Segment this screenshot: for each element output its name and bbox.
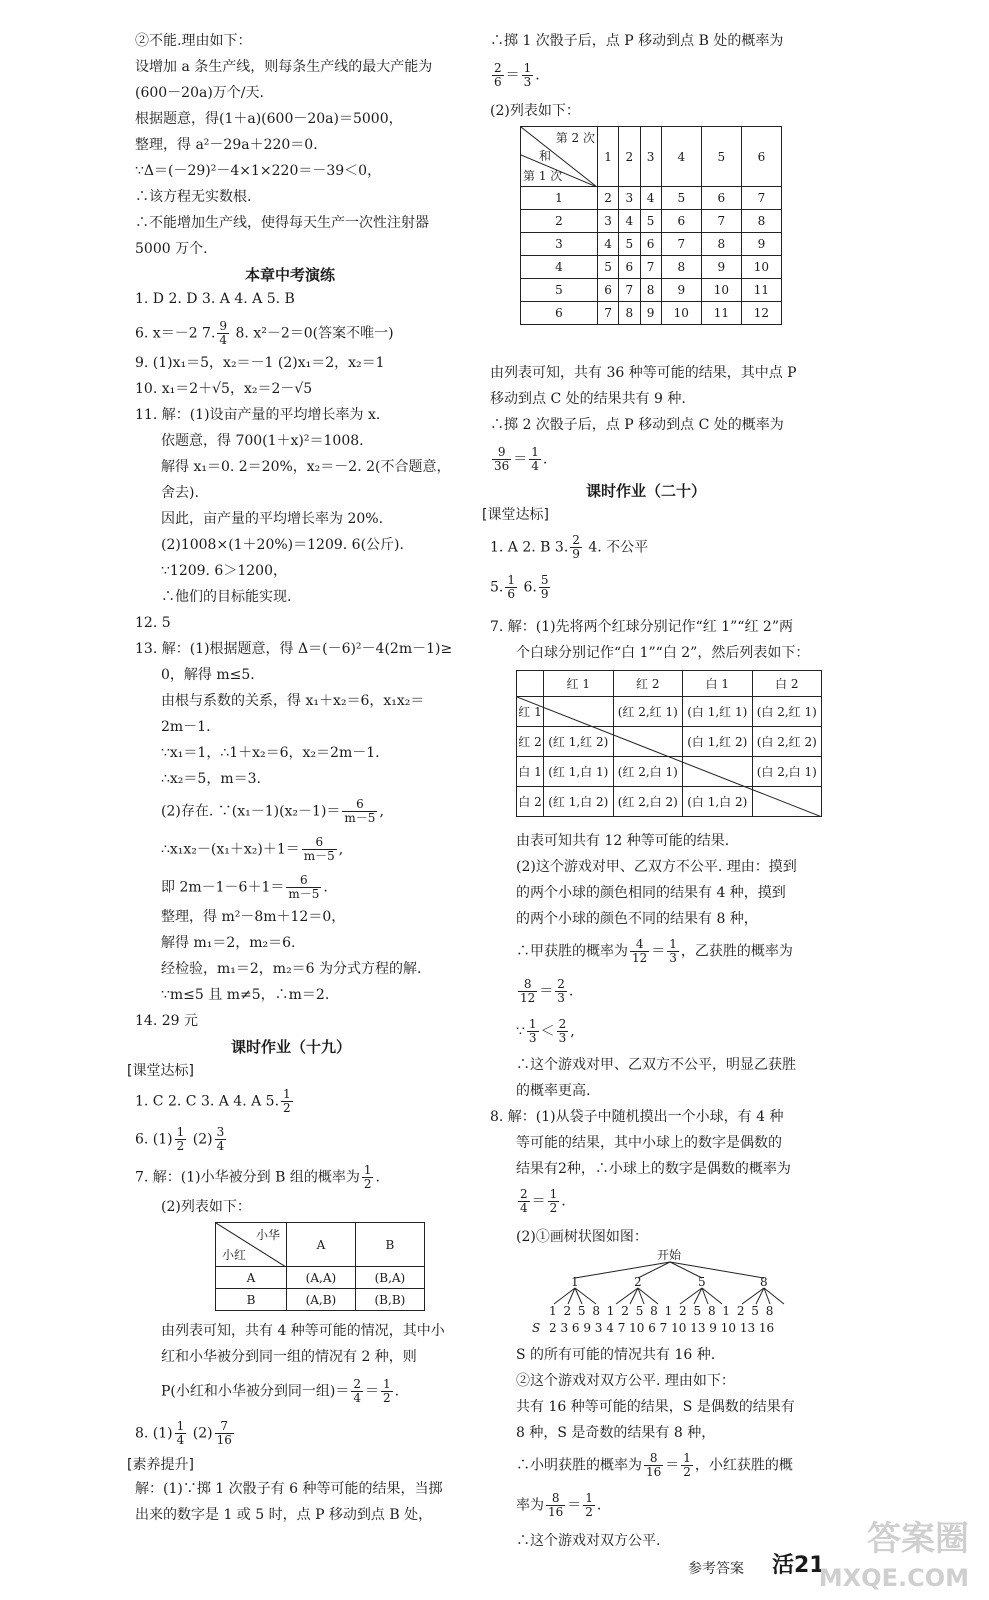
table-cell: 10	[741, 256, 781, 279]
table-cell: (白 2,红 1)	[752, 697, 822, 727]
text-line: ②不能.理由如下：	[135, 33, 252, 49]
fraction: $\frac{1}{2}$	[585, 1491, 593, 1519]
table-cell: 10	[661, 302, 701, 325]
fraction: $\frac{7}{16}$	[216, 1419, 232, 1447]
answer-line: 依题意，得 700(1＋x)²＝1008.	[161, 433, 364, 449]
answer-line: 的两个小球的颜色相同的结果有 4 种，摸到	[516, 885, 786, 901]
answer-line: ∵x₁＝1，∴1＋x₂＝6，x₂＝2m－1.	[161, 745, 380, 761]
answer-line: 7. 解：(1)小华被分到 B 组的概率为 $\frac{1}{2}$ .	[135, 1163, 380, 1191]
answer-line: 解：(1)∵掷 1 次骰子有 6 种等可能的结果，当掷	[135, 1481, 443, 1497]
text-line: $\frac{9}{36}$ ＝ $\frac{1}{4}$ .	[494, 445, 548, 473]
table-cell: 9	[661, 279, 701, 302]
answer-line: 由表可知共有 12 种等可能的结果.	[516, 833, 730, 849]
row-header: 4	[521, 256, 598, 279]
answer-line: 1. A 2. B 3. $\frac{2}{9}$ 4. 不公平	[490, 533, 649, 561]
table-cell: 4	[640, 187, 661, 210]
watermark-logo: 答案圈	[867, 1519, 969, 1559]
answer-line: 5. $\frac{1}{6}$ 6. $\frac{5}{9}$	[490, 573, 549, 601]
answer-line: (2)这个游戏对甲、乙双方不公平. 理由：摸到	[516, 859, 797, 875]
column-header: 2	[619, 127, 640, 187]
answer-line: 结果有2种，∴小球上的数字是偶数的概率为	[516, 1161, 791, 1177]
table-cell: 9	[701, 256, 741, 279]
column-header: 红 2	[613, 671, 683, 697]
fraction: $\frac{9}{36}$	[494, 445, 510, 473]
table-cell: (白 1,白 2)	[683, 787, 753, 817]
table-cell: 8	[661, 256, 701, 279]
answer-line: ∵ $\frac{1}{3}$ ＜ $\frac{2}{3}$ ,	[516, 1017, 575, 1045]
fraction: $\frac{6}{m-5}$	[303, 835, 335, 863]
answer-line: 13. 解：(1)根据题意，得 Δ＝(－6)²－4(2m－1)≥	[135, 641, 453, 657]
answer-line: 1. D 2. D 3. A 4. A 5. B	[135, 291, 295, 307]
text-line: 根据题意，得(1＋a)(600－20a)＝5000，	[135, 111, 403, 127]
table-cell: (白 2,白 1)	[752, 757, 822, 787]
tree-node: 1	[571, 1275, 579, 1289]
answer-line: ∴甲获胜的概率为 $\frac{4}{12}$ ＝ $\frac{1}{3}$ ，乙获胜的概率为	[516, 937, 793, 965]
fraction: $\frac{2}{4}$	[520, 1187, 528, 1215]
text-line: 移动到点 C 处的结果共有 9 种.	[490, 391, 686, 407]
tree-s-label: S	[532, 1321, 541, 1335]
table-cell: 8	[619, 302, 640, 325]
tree-diagram	[530, 1248, 820, 1340]
table-cell: 11	[741, 279, 781, 302]
column-header: 3	[640, 127, 661, 187]
table-cell: 7	[640, 256, 661, 279]
table-cell: 5	[640, 210, 661, 233]
row-header: 白 1	[517, 757, 544, 787]
table-cell: 8	[741, 210, 781, 233]
table-cell: 3	[619, 187, 640, 210]
table-cell: 7	[661, 233, 701, 256]
column-header: A	[287, 1223, 356, 1267]
fraction: $\frac{5}{9}$	[540, 573, 549, 601]
answer-line: ∴这个游戏对甲、乙双方不公平，明显乙获胜	[516, 1057, 796, 1073]
row-header: 6	[521, 302, 598, 325]
text-line: (600－20a)万个/天.	[135, 85, 264, 101]
text-line: ∴掷 1 次骰子后，点 P 移动到点 B 处的概率为	[490, 33, 784, 49]
section-title: 课时作业（二十）	[586, 482, 707, 500]
tree-root-label: 开始	[657, 1248, 682, 1262]
answer-line: ∴x₁x₂－(x₁＋x₂)＋1＝ $\frac{6}{m-5}$ ,	[161, 835, 344, 863]
answer-line: 率为 $\frac{8}{16}$ ＝ $\frac{1}{2}$ .	[516, 1491, 602, 1519]
answer-line: 8. (1) $\frac{1}{4}$ (2) $\frac{7}{16}$	[135, 1419, 232, 1447]
header-label: 小红	[222, 1248, 247, 1262]
tree-node: 5	[698, 1275, 706, 1289]
table-cell: 7	[598, 302, 619, 325]
section-title: 本章中考演练	[245, 266, 336, 284]
fraction: $\frac{1}{2}$	[363, 1163, 372, 1191]
table-diagonal-line	[517, 697, 822, 817]
table-cell: 3	[598, 210, 619, 233]
answer-line: (2)列表如下：	[161, 1199, 251, 1215]
table-cell: 12	[741, 302, 781, 325]
section-tag: [课堂达标]	[482, 507, 549, 523]
answer-line: (2)1008×(1＋20%)＝1209. 6(公斤).	[161, 537, 404, 553]
table-cell: 6	[619, 256, 640, 279]
row-header: 1	[521, 187, 598, 210]
diagonal-header-cell	[216, 1223, 287, 1267]
text-line: 设增加 a 条生产线，则每条生产线的最大产能为	[135, 59, 433, 75]
fraction: $\frac{4}{12}$	[632, 937, 648, 965]
fraction: $\frac{1}{4}$	[531, 445, 539, 473]
fraction: $\frac{8}{16}$	[646, 1451, 662, 1479]
header-label: 第 2 次	[555, 131, 595, 145]
section-tag: [素养提升]	[127, 1457, 194, 1473]
answer-line: 6. (1) $\frac{1}{2}$ (2) $\frac{3}{4}$	[135, 1125, 225, 1153]
answer-line: 9. (1)x₁＝5，x₂＝－1 (2)x₁＝2，x₂＝1	[135, 355, 385, 371]
answer-line: 2m－1.	[161, 719, 211, 735]
table-cell: (红 1,白 1)	[544, 757, 614, 787]
answer-line: 共有 16 种等可能的结果，S 是偶数的结果有	[516, 1399, 795, 1415]
fraction: $\frac{8}{12}$	[520, 977, 536, 1005]
answer-line: ∴x₂＝5，m＝3.	[161, 771, 261, 787]
table-cell: (A,A)	[287, 1267, 356, 1289]
answer-line: 11. 解：(1)设亩产量的平均增长率为 x.	[135, 407, 381, 423]
fraction: $\frac{3}{4}$	[216, 1125, 225, 1153]
row-header: B	[216, 1289, 287, 1311]
table-cell: 4	[619, 210, 640, 233]
section-title: 课时作业（十九）	[231, 1038, 352, 1056]
text-line: (2)列表如下：	[490, 103, 580, 119]
text-line: 整理，得 a²－29a＋220＝0.	[135, 137, 318, 153]
fraction: $\frac{6}{m-5}$	[344, 797, 376, 825]
answer-line: P(小红和小华被分到同一组)＝ $\frac{2}{4}$ ＝ $\frac{1}{2}$ .	[161, 1377, 400, 1405]
column-header: 白 2	[752, 671, 822, 697]
table-cell: (红 2,白 2)	[613, 787, 683, 817]
answer-line: 12. 5	[135, 615, 171, 631]
text-line: ∵Δ＝(－29)²－4×1×220＝－39＜0，	[135, 163, 382, 179]
fraction: $\frac{2}{4}$	[353, 1377, 361, 1405]
answer-line: S 的所有可能的情况共有 16 种.	[516, 1347, 716, 1363]
answer-line: 14. 29 元	[135, 1013, 198, 1029]
row-header: 2	[521, 210, 598, 233]
answer-line: 等可能的结果，其中小球上的数字是偶数的	[516, 1135, 782, 1151]
fraction: $\frac{1}{2}$	[176, 1125, 185, 1153]
column-header: 红 1	[544, 671, 614, 697]
answer-line: ∴小明获胜的概率为 $\frac{8}{16}$ ＝ $\frac{1}{2}$ ，小红获胜的概	[516, 1451, 793, 1479]
row-header: 白 2	[517, 787, 544, 817]
answer-line: 整理，得 m²－8m＋12＝0，	[161, 909, 346, 925]
answer-line: $\frac{8}{12}$ ＝ $\frac{2}{3}$ .	[520, 977, 574, 1005]
fraction: $\frac{1}{4}$	[176, 1419, 185, 1447]
tree-sum-row: 2 3 6 9 3 4 7 10 6 7 10 13 9 10 13 16	[549, 1321, 775, 1335]
answer-line: $\frac{2}{4}$ ＝ $\frac{1}{2}$ .	[520, 1187, 566, 1215]
table-cell: 10	[701, 279, 741, 302]
column-header: 6	[741, 127, 781, 187]
answer-line: 因此，亩产量的平均增长率为 20%.	[161, 511, 384, 527]
answer-line: 8. 解：(1)从袋子中随机摸出一个小球，有 4 种	[490, 1109, 784, 1125]
watermark-url: MXQE.COM	[818, 1564, 969, 1592]
fraction: $\frac{2}{6}$	[494, 61, 502, 89]
row-header: 红 1	[517, 697, 544, 727]
table-cell: 5	[619, 233, 640, 256]
table-cell: (红 2,红 1)	[613, 697, 683, 727]
text-line: 5000 万个.	[135, 241, 208, 257]
fraction: $\frac{9}{4}$	[219, 319, 228, 347]
answer-line: 解得 x₁＝0. 2＝20%，x₂＝－2. 2(不合题意，	[161, 459, 451, 475]
answer-line: ∵1209. 6＞1200，	[161, 563, 287, 579]
fraction: $\frac{2}{3}$	[558, 1017, 567, 1045]
table-cell: 7	[701, 210, 741, 233]
table-cell: 6	[640, 233, 661, 256]
table-cell: 9	[741, 233, 781, 256]
table-cell: (红 2,白 1)	[613, 757, 683, 787]
answer-line: 解得 m₁＝2，m₂＝6.	[161, 935, 296, 951]
table-cell: 9	[640, 302, 661, 325]
table-cell: (白 2,红 2)	[752, 727, 822, 757]
table-cell: 5	[661, 187, 701, 210]
text-line: ∴不能增加生产线，使得每天生产一次性注射器	[135, 215, 429, 231]
answer-line: 8 种，S 是奇数的结果有 8 种，	[516, 1425, 716, 1441]
table-cell: (红 1,白 2)	[544, 787, 614, 817]
column-header: 5	[701, 127, 741, 187]
answer-line: ②这个游戏对双方公平. 理由如下：	[516, 1373, 735, 1389]
answer-line: 出来的数字是 1 或 5 时，点 P 移动到点 B 处，	[135, 1507, 433, 1523]
table-cell: 7	[741, 187, 781, 210]
header-label: 和	[539, 149, 552, 163]
fraction: $\frac{1}{3}$	[669, 937, 677, 965]
fraction: $\frac{1}{3}$	[523, 61, 532, 89]
answer-line: 的两个小球的颜色不同的结果有 8 种，	[516, 911, 758, 927]
tree-node: 8	[760, 1275, 768, 1289]
answer-line: 个白球分别记作“白 1”“白 2”，然后列表如下：	[516, 645, 810, 661]
table-cell: 4	[598, 233, 619, 256]
dice-sum-table	[520, 126, 782, 325]
table-cell: 11	[701, 302, 741, 325]
row-header: 5	[521, 279, 598, 302]
table-cell: 6	[598, 279, 619, 302]
answer-line: ∴这个游戏对双方公平.	[516, 1533, 661, 1549]
text-line: ∴掷 2 次骰子后，点 P 移动到点 C 处的概率为	[490, 417, 784, 433]
answer-line: 即 2m－1－6＋1＝ $\frac{6}{m-5}$ .	[161, 873, 328, 901]
header-label: 小华	[255, 1228, 280, 1242]
answer-line: 舍去).	[161, 485, 199, 501]
fraction: $\frac{1}{2}$	[549, 1187, 558, 1215]
corner-cell	[517, 671, 544, 697]
column-header: 白 1	[683, 671, 753, 697]
table-cell: 6	[701, 187, 741, 210]
answer-line: 红和小华被分到同一组的情况有 2 种，则	[161, 1349, 417, 1365]
outcome-table	[215, 1222, 425, 1311]
answer-line: 的概率更高.	[516, 1083, 591, 1099]
fraction: $\frac{1}{2}$	[382, 1377, 391, 1405]
answer-line: ∴他们的目标能实现.	[161, 589, 292, 605]
tree-node: 2	[634, 1275, 642, 1289]
page-number: 活21	[772, 1553, 825, 1578]
tree-leaf-row: 1 2 5 8 1 2 5 8 1 2 5 8 1 2 5 8	[549, 1304, 775, 1318]
table-cell: 5	[598, 256, 619, 279]
answer-line: ∵m≤5 且 m≠5，∴m＝2.	[161, 987, 330, 1003]
table-cell: 7	[619, 279, 640, 302]
table-cell: (白 1,红 2)	[683, 727, 753, 757]
table-cell: (B,A)	[355, 1267, 424, 1289]
diagonal-header-cell	[521, 127, 598, 187]
row-header: A	[216, 1267, 287, 1289]
table-cell: (A,B)	[287, 1289, 356, 1311]
column-header: 4	[661, 127, 701, 187]
table-cell: 2	[598, 187, 619, 210]
answer-line: 由列表可知，共有 4 种等可能的情况，其中小	[161, 1323, 445, 1339]
text-line: $\frac{2}{6}$ ＝ $\frac{1}{3}$ .	[494, 61, 540, 89]
answer-line: 0，解得 m≤5.	[161, 667, 255, 683]
table-cell: 8	[701, 233, 741, 256]
fraction: $\frac{2}{3}$	[557, 977, 565, 1005]
answer-line: 经检验，m₁＝2，m₂＝6 为分式方程的解.	[161, 961, 422, 977]
column-header: B	[355, 1223, 424, 1267]
answer-line: (2)存在. ∵(x₁－1)(x₂－1)＝ $\frac{6}{m-5}$ ,	[161, 797, 384, 825]
text-line: ∴该方程无实数根.	[135, 189, 252, 205]
answer-line: 10. x₁＝2＋√5，x₂＝2－√5	[135, 381, 313, 397]
section-tag: [课堂达标]	[127, 1063, 194, 1079]
answer-line: (2)①画树状图如图：	[516, 1229, 648, 1245]
table-cell: 8	[640, 279, 661, 302]
table-cell: (白 1,红 1)	[683, 697, 753, 727]
table-cell: (B,B)	[355, 1289, 424, 1311]
answer-line: 1. C 2. C 3. A 4. A 5. $\frac{1}{2}$	[135, 1087, 291, 1115]
column-header: 1	[598, 127, 619, 187]
fraction: $\frac{1}{2}$	[683, 1451, 691, 1479]
fraction: $\frac{8}{16}$	[548, 1491, 564, 1519]
answer-line: 由根与系数的关系，得 x₁＋x₂＝6，x₁x₂＝	[161, 693, 425, 709]
text-line: 由列表可知，共有 36 种等可能的结果，其中点 P	[490, 365, 797, 381]
table-cell: (红 1,红 2)	[544, 727, 614, 757]
footer-label: 参考答案	[688, 1561, 744, 1577]
row-header: 3	[521, 233, 598, 256]
fraction: $\frac{1}{3}$	[528, 1017, 537, 1045]
fraction: $\frac{1}{2}$	[283, 1087, 291, 1115]
answer-line: 7. 解：(1)先将两个红球分别记作“红 1”“红 2”两	[490, 619, 793, 635]
fraction: $\frac{1}{6}$	[507, 573, 515, 601]
row-header: 红 2	[517, 727, 544, 757]
fraction: $\frac{2}{9}$	[572, 533, 580, 561]
header-label: 第 1 次	[523, 169, 563, 183]
fraction: $\frac{6}{m-5}$	[288, 873, 320, 901]
table-cell: 6	[661, 210, 701, 233]
answer-line: 6. x＝－2 7. $\frac{9}{4}$ 8. x²－2＝0(答案不唯一)	[135, 319, 394, 347]
